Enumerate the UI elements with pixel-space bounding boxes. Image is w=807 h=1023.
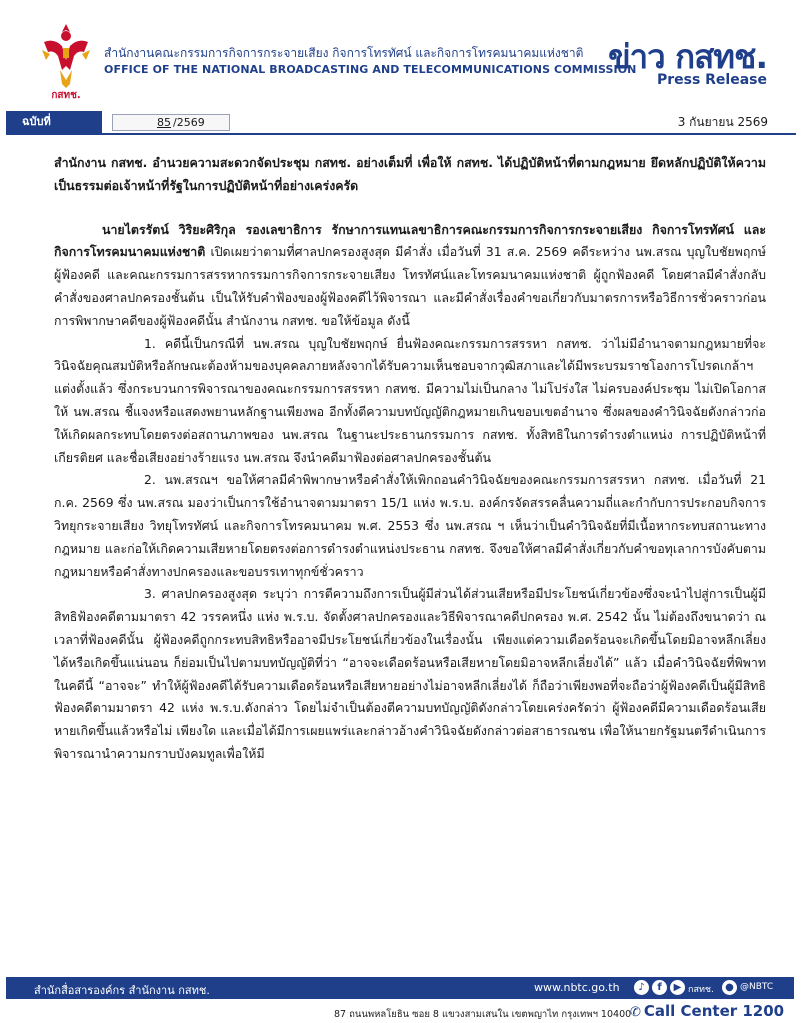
list-item: 2. นพ.สรณฯ ขอให้ศาลมีคำพิพากษาหรือคำสั่งให้เพิกถอนคำวินิจฉัยของคณะกรรมการสรรหา กสทช. เมื่อวันที่ 21 ก.ค. 2569 ซึ่ง นพ.สรณ มองว่าเป็นการใช้อำนาจตามมาตรา 15/1 แห่ง พ.ร.บ. องค์กรจัดสรรคลื่นความถี่และกำกับการประกอบกิจการวิทยุกระจายเสียง วิทยุโทรทัศน์ และกิจการโทรคมนาคม พ.ศ. 2553 ซึ่ง นพ.สรณ ฯ เห็นว่าเป็นคำวินิจฉัยที่มีเนื้อหากระทบสถานะทางกฎหมาย และก่อให้เกิดความเสียหายโดยตรงต่อการดำรงตำแหน่งประธาน กสทช. จึงขอให้ศาลมีคำสั่งเกี่ยวกับคำขอทุเลาการบังคับตามกฎหมายหรือคำสั่งทางปกครองและขอบรรเทาทุกข์ชั่วคราว bbox=[54, 472, 766, 579]
website-link[interactable]: www.nbtc.go.th bbox=[534, 981, 620, 994]
issue-number-field bbox=[112, 114, 230, 131]
list-item: 1. คดีนี้เป็นกรณีที่ นพ.สรณ บุญใบชัยพฤกษ์ ยื่นฟ้องคณะกรรมการสรรหา กสทช. ว่าไม่มีอำนาจตามกฎหมายที่จะวินิจฉัยคุณสมบัติหรือลักษณะต้องห้ามของบุคคลภายหลังจากได้รับความเห็นชอบจากวุฒิสภาและได้มีพระบรมราชโองการโปรดเกล้าฯ แต่งตั้งแล้ว ซึ่งกระบวนการพิจารณาของคณะกรรมการสรรหา กสทช. มีความไม่เป็นกลาง ไม่โปร่งใส ไม่ครบองค์ประชุม ไม่เปิดโอกาสให้ นพ.สรณ ชี้แจงหรือแสดงพยานหลักฐานเพียงพอ อีกทั้งตีความบทบัญญัติกฎหมายเกินขอบเขตอำนาจ ซึ่งผลของคำวินิจฉัยดังกล่าวก่อให้เกิดผลกระทบโดยตรงต่อสถานภาพของ นพ.สรณ ในฐานะประธานกรรมการ กสทช. ทั้งสิทธิในการดำรงตำแหน่ง การปฏิบัติหน้าที่ เกียรติยศ และชื่อเสียงอย่างร้ายแรง นพ.สรณ จึงนำคดีมาฟ้องต่อศาลปกครองชั้นต้น bbox=[54, 335, 766, 465]
press-release-body bbox=[54, 152, 766, 766]
call-center bbox=[630, 1002, 784, 1020]
phone-icon: ✆ bbox=[630, 1005, 641, 1020]
intro-paragraph bbox=[54, 219, 766, 333]
headline: สำนักงาน กสทช. อำนวยความสะดวกจัดประชุม กสทช. อย่างเต็มที่ เพื่อให้ กสทช. ได้ปฏิบัติหน้าที่ตามกฎหมาย ยึดหลักปฏิบัติให้ความเป็นธรรมต่อเจ้าหน้าที่รัฐในการปฏิบัติหน้าที่อย่างเคร่งครัด bbox=[54, 155, 766, 193]
press-release-label: Press Release bbox=[656, 72, 767, 88]
line-handle: @NBTC bbox=[740, 982, 774, 992]
issue-date: 3 กันยายน 2569 bbox=[677, 115, 768, 129]
line-icon[interactable]: ● bbox=[722, 980, 737, 995]
issue-year: /2569 bbox=[173, 116, 205, 129]
footer-address: 87 ถนนพหลโยธิน ซอย 8 แขวงสามเสนใน เขตพญาไท กรุงเทพฯ 10400 bbox=[334, 1009, 632, 1020]
tiktok-icon[interactable]: ♪ bbox=[634, 980, 649, 995]
letterhead bbox=[0, 0, 807, 110]
footer-bar bbox=[6, 977, 794, 999]
press-release-brand: ข่าว กสทช. bbox=[608, 37, 767, 76]
social-icons bbox=[634, 980, 685, 996]
facebook-icon[interactable]: f bbox=[652, 980, 667, 995]
youtube-icon[interactable]: ▶ bbox=[670, 980, 685, 995]
line-icon-wrap bbox=[722, 980, 737, 996]
agency-name-english: OFFICE OF THE NATIONAL BROADCASTING AND TELECOMMUNICATIONS COMMISSION bbox=[104, 63, 637, 76]
intro-lead: นายไตรรัตน์ วิริยะศิริกุล รองเลขาธิการ รักษาการแทนเลขาธิการคณะกรรมการกิจการกระจายเสียง กิจการโทรทัศน์ และกิจการโทรคมนาคมแห่งชาติ bbox=[54, 221, 766, 260]
call-center-label: Call Center 1200 bbox=[643, 1002, 785, 1020]
agency-name-thai: สำนักงานคณะกรรมการกิจการกระจายเสียง กิจการโทรทัศน์ และกิจการโทรคมนาคมแห่งชาติ bbox=[104, 46, 584, 60]
footer bbox=[0, 977, 807, 1023]
issue-label: ฉบับที่ bbox=[6, 111, 102, 133]
list-item: 3. ศาลปกครองสูงสุด ระบุว่า การตีความถึงการเป็นผู้มีส่วนได้ส่วนเสียหรือมีประโยชน์เกี่ยวข้องซึ่งจะนำไปสู่การเป็นผู้มีสิทธิฟ้องคดีตามมาตรา 42 วรรคหนึ่ง แห่ง พ.ร.บ. จัดตั้งศาลปกครองและวิธีพิจารณาคดีปกครอง พ.ศ. 2542 นั้น ไม่ต้องถึงขนาดว่า ณ เวลาที่ฟ้องคดีนั้น ผู้ฟ้องคดีถูกกระทบสิทธิหรืออาจมีประโยชน์เกี่ยวข้องในเรื่องนั้น เพียงแต่ความเดือดร้อนจะเกิดขึ้นโดยมิอาจหลีกเลี่ยงได้หรือเกิดขึ้นแน่นอน ก็ย่อมเป็นไปตามบทบัญญัติที่ว่า “อาจจะเดือดร้อนหรือเสียหายโดยมิอาจหลีกเลี่ยงได้” แล้ว เมื่อคำวินิจฉัยที่พิพาทในคดีนี้ “อาจจะ” ทำให้ผู้ฟ้องคดีได้รับความเดือดร้อนหรือเสียหายอย่างไม่อาจหลีกเลี่ยงได้ ก็ถือว่าเพียงพอที่จะถือว่าผู้ฟ้องคดีเป็นผู้มีสิทธิฟ้องคดีตามมาตรา 42 แห่ง พ.ร.บ.ดังกล่าว โดยไม่จำเป็นต้องตีความบทบัญญัติดังกล่าวโดยเคร่งครัดว่า ผู้ฟ้องคดีมีความเดือดร้อนเสียหายเกิดขึ้นแล้วหรือไม่ เพียงใด และเมื่อได้มีการเผยแพร่และกล่าวอ้างคำวินิจฉัยดังกล่าวต่อสาธารณชน เพื่อให้นายกรัฐมนตรีดำเนินการพิจารณานำความกราบบังคมทูลเพื่อให้มี bbox=[54, 586, 766, 761]
footer-agency: สำนักสื่อสารองค์กร สำนักงาน กสทช. bbox=[34, 984, 210, 997]
garuda-emblem-icon bbox=[40, 20, 92, 92]
social-handle: กสทช. bbox=[688, 985, 714, 995]
issue-number: 85 bbox=[157, 116, 171, 129]
intro-body: เปิดเผยว่าตามที่ศาลปกครองสูงสุด มีคำสั่ง เมื่อวันที่ 31 ส.ค. 2569 คดีระหว่าง นพ.สรณ บุญใบชัยพฤกษ์ ผู้ฟ้องคดี และคณะกรรมการสรรหากรรมการกิจการกระจายเสียง โทรทัศน์และโทรคมนาคมแห่งชาติ ผู้ถูกฟ้องคดี โดยศาลมีคำสั่งกลับคำสั่งของศาลปกครองชั้นต้น เป็นให้รับคำฟ้องของผู้ฟ้องคดีไว้พิจารณา และมีคำสั่งเรื่องคำขอเกี่ยวกับมาตรการหรือวิธีการชั่วคราวก่อนการพิพากษาคดีของผู้ฟ้องคดีนั้น สำนักงาน กสทช. ขอให้ข้อมูล ดังนี้ bbox=[54, 244, 766, 328]
emblem-caption: กสทช. bbox=[51, 90, 81, 101]
issue-bar bbox=[6, 111, 796, 135]
